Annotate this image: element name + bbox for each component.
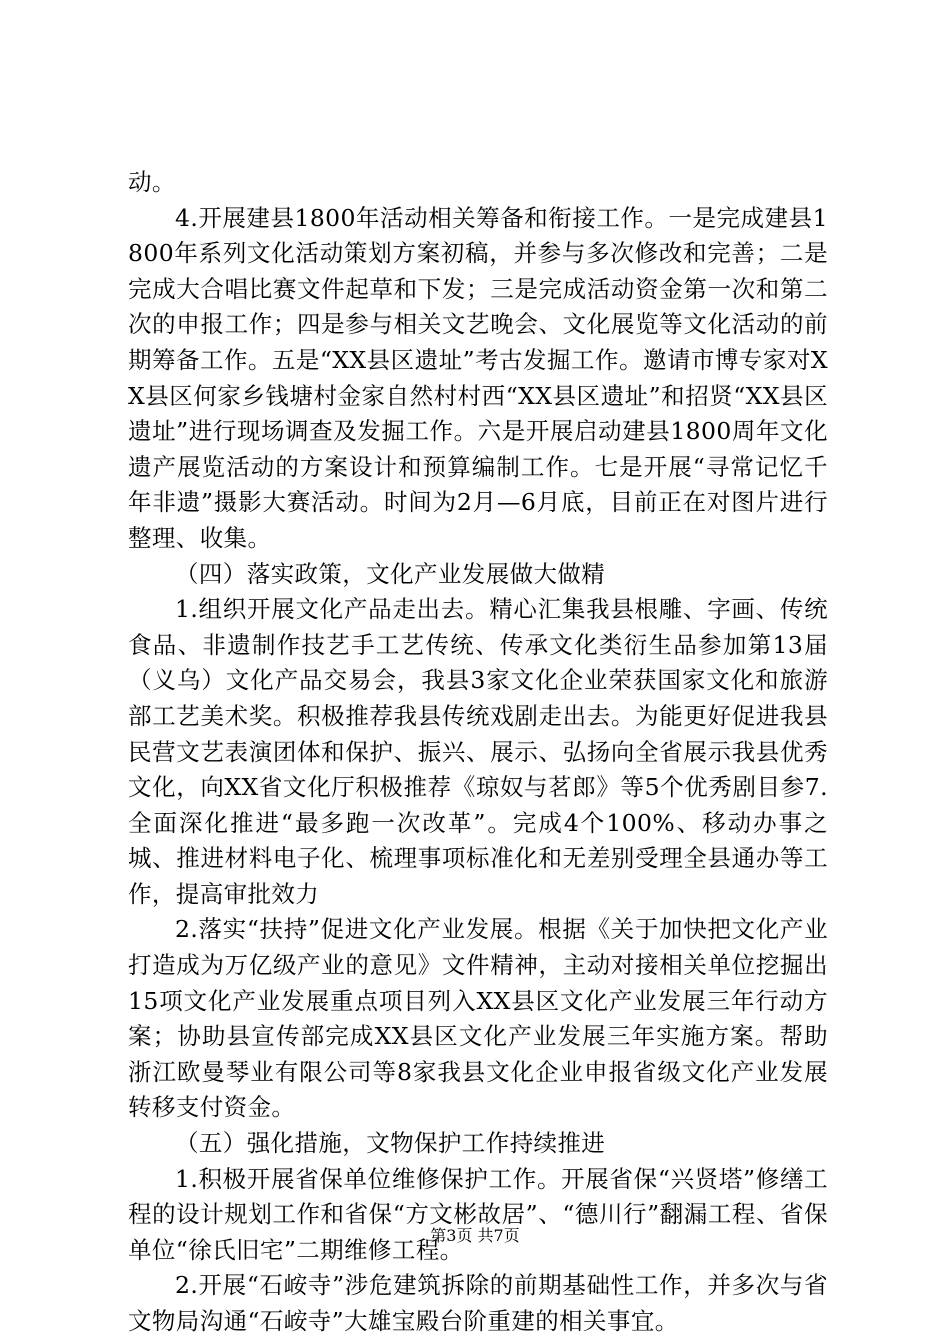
paragraph-item-1-heritage-repair: 1.积极开展省保单位维修保护工作。开展省保“兴贤塔”修缮工程的设计规划工作和省保“方文彬故居”、“德川行”翻漏工程、省保单位“徐氏旧宅”二期维修工程。 xyxy=(128,1164,828,1264)
section-heading-5: （五）强化措施，文物保护工作持续推进 xyxy=(175,1129,606,1158)
paragraph-item-4-anniversary: 4.开展建县1800年活动相关筹备和衔接工作。一是完成建县1800年系列文化活动策划方案初稿，并参与多次修改和完善；二是完成大合唱比赛文件起草和下发；三是完成活动资金第一次和第二次的申报工作；四是参与相关文艺晚会、文化展览等文化活动的前期筹备工作。五是“XX县区遗址”考古发掘工作。邀请市博专家对XX县区何家乡钱塘村金家自然村村西“XX县区遗址”和招贤“XX县区遗址”进行现场调查及发掘工作。六是开展启动建县1800周年文化遗产展览活动的方案设计和预算编制工作。七是开展“寻常记忆千年非遗”摄影大赛活动。时间为2月—6月底，目前正在对图片进行整理、收集。 xyxy=(128,203,828,552)
section-heading-4: （四）落实政策，文化产业发展做大做精 xyxy=(175,559,606,588)
document-body xyxy=(128,165,828,1340)
paragraph-item-2-industry-support: 2.落实“扶持”促进文化产业发展。根据《关于加快把文化产业打造成为万亿级产业的意见》文件精神，主动对接相关单位挖掘出15项文化产业发展重点项目列入XX县区文化产业发展三年行动方案；协助县宣传部完成XX县区文化产业发展三年实施方案。帮助浙江欧曼琴业有限公司等8家我县文化企业申报省级文化产业发展转移支付资金。 xyxy=(128,915,828,1122)
paragraph-item-2-temple-work: 2.开展“石峖寺”涉危建筑拆除的前期基础性工作，并多次与省文物局沟通“石峖寺”大雄宝殿台阶重建的相关事宜。 xyxy=(128,1271,828,1335)
paragraph-item-1-cultural-products: 1.组织开展文化产品走出去。精心汇集我县根雕、字画、传统食品、非遗制作技艺手工艺传统、传承文化类衍生品参加第13届（义乌）文化产品交易会，我县3家文化企业荣获国家文化和旅游部工艺美术奖。积极推荐我县传统戏剧走出去。为能更好促进我县民营文艺表演团体和保护、振兴、展示、弘扬向全省展示我县优秀文化，向XX省文化厅积极推荐《琼奴与茗郎》等5个优秀剧目参7.全面深化推进“最多跑一次改革”。完成4个100%、移动办事之城、推进材料电子化、梳理事项标准化和无差别受理全县通办等工作，提高审批效力 xyxy=(128,595,828,908)
paragraph-continuation: 动。 xyxy=(128,168,176,196)
page-footer: 第3页 共7页 xyxy=(430,1226,520,1245)
